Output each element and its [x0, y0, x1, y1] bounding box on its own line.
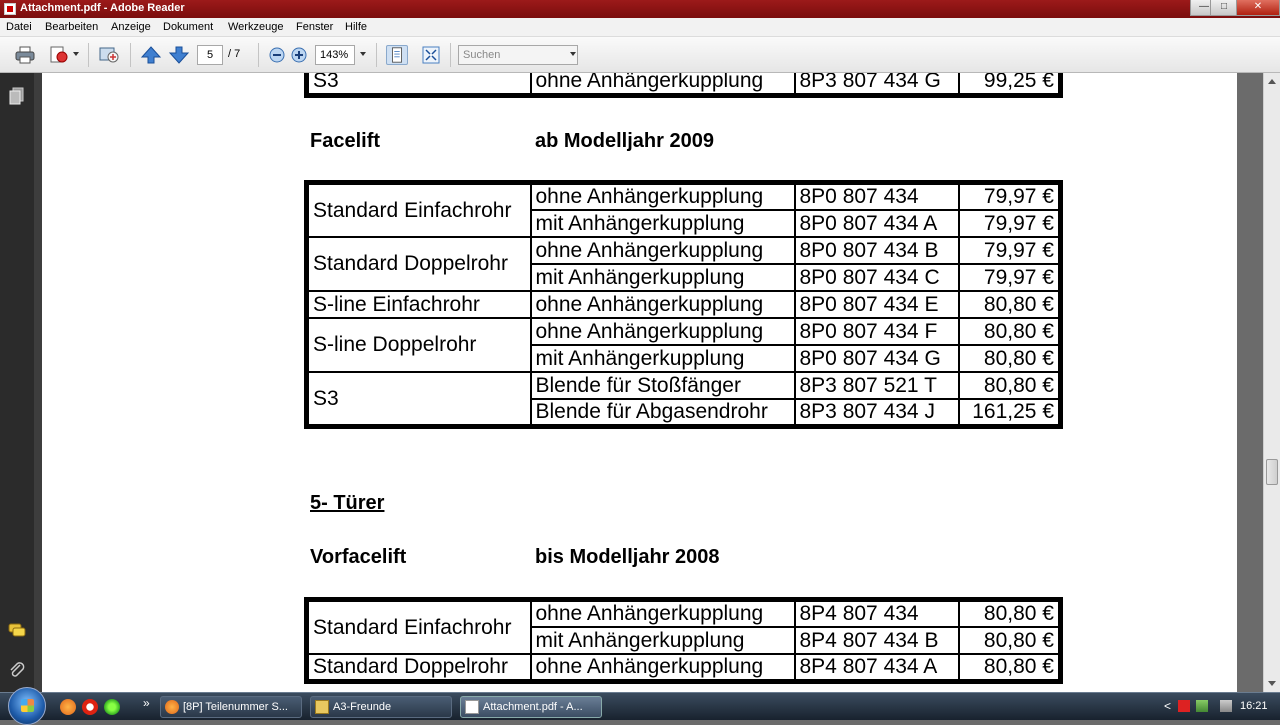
task-folder[interactable]	[310, 696, 452, 718]
paperclip-icon[interactable]	[8, 661, 26, 679]
menu-bearbeiten[interactable]: Bearbeiten	[45, 21, 99, 33]
table-cell: 79,97 €	[959, 210, 1061, 237]
scroll-up-arrow[interactable]	[1268, 79, 1276, 84]
adobe-reader-icon	[4, 3, 16, 15]
table-cell: Blende für Stoßfänger	[531, 372, 795, 399]
vorfacelift-period: bis Modelljahr 2008	[535, 546, 720, 568]
export-dropdown-arrow[interactable]	[73, 52, 79, 56]
scroll-thumb[interactable]	[1266, 459, 1278, 485]
table-cell: 8P0 807 434 A	[795, 210, 959, 237]
table-cell: 80,80 €	[959, 318, 1061, 345]
table-cell: 8P0 807 434 E	[795, 291, 959, 318]
table-cell: ohne Anhängerkupplung	[531, 237, 795, 264]
table-cell: 80,80 €	[959, 345, 1061, 372]
firefox-icon[interactable]	[60, 699, 76, 715]
taskbar	[0, 692, 1280, 720]
menu-anzeige[interactable]: Anzeige	[111, 21, 151, 33]
facelift-label: Facelift	[310, 130, 381, 152]
menu-fenster[interactable]: Fenster	[296, 21, 334, 33]
panel-divider[interactable]	[34, 73, 42, 692]
table-row	[307, 600, 1061, 628]
table-cell: ohne Anhängerkupplung	[531, 291, 795, 318]
table-cell: 8P4 807 434 A	[795, 654, 959, 682]
table-cell: 8P0 807 434	[795, 183, 959, 211]
table-row	[307, 318, 1061, 345]
toolbar-separator	[376, 43, 377, 67]
search-input[interactable]: Suchen	[458, 45, 578, 65]
menu-dokument[interactable]: Dokument	[163, 21, 214, 33]
table-cell: 80,80 €	[959, 372, 1061, 399]
table-cell: 8P0 807 434 B	[795, 237, 959, 264]
page-number-input[interactable]: 5	[197, 45, 223, 65]
export-icon[interactable]	[48, 45, 70, 65]
toolbar-separator	[130, 43, 131, 67]
table-cell: Standard Doppelrohr	[307, 654, 531, 682]
pages-icon[interactable]	[8, 87, 26, 105]
table-row	[307, 372, 1061, 399]
table-cell: S-line Einfachrohr	[307, 291, 531, 318]
table-cell: mit Anhängerkupplung	[531, 210, 795, 237]
navigation-panel	[0, 73, 34, 692]
table-cell: 80,80 €	[959, 600, 1061, 628]
previous-table	[304, 73, 1063, 98]
table-cell: S3	[307, 73, 531, 96]
toolbar-separator	[450, 43, 451, 67]
volume-icon[interactable]	[1220, 700, 1232, 712]
table-cell: S-line Doppelrohr	[307, 318, 531, 372]
fit-page-icon[interactable]	[386, 45, 408, 65]
table-row	[307, 73, 1061, 96]
task-firefox[interactable]	[160, 696, 302, 718]
table-cell: 8P0 807 434 G	[795, 345, 959, 372]
title-bar	[0, 0, 1280, 18]
table-cell: 8P0 807 434 C	[795, 264, 959, 291]
menu-hilfe[interactable]: Hilfe	[345, 21, 368, 33]
pdf-page	[42, 73, 1237, 692]
table-cell: 80,80 €	[959, 291, 1061, 318]
printer-icon[interactable]	[14, 45, 36, 65]
facelift-period: ab Modelljahr 2009	[535, 130, 714, 152]
table-cell: S3	[307, 372, 531, 427]
network-icon[interactable]	[1196, 700, 1208, 712]
system-clock[interactable]: 16:21	[1240, 700, 1268, 712]
firefox-icon	[165, 700, 179, 714]
table-cell: Blende für Abgasendrohr	[531, 399, 795, 427]
vertical-scrollbar[interactable]	[1263, 73, 1280, 692]
table-cell: Standard Einfachrohr	[307, 600, 531, 655]
toolbar	[0, 37, 1280, 73]
table-cell: 161,25 €	[959, 399, 1061, 427]
menu-werkzeuge[interactable]: Werkzeuge	[228, 21, 284, 33]
start-button[interactable]	[8, 687, 46, 725]
vorfacelift-table	[304, 597, 1063, 684]
table-cell: 8P4 807 434 B	[795, 627, 959, 654]
menu-datei[interactable]: Datei	[6, 21, 32, 33]
zoom-out-icon[interactable]	[266, 45, 288, 65]
minimize-button[interactable]: —	[1190, 0, 1218, 16]
share-icon[interactable]	[98, 45, 120, 65]
table-cell: Standard Doppelrohr	[307, 237, 531, 291]
comments-icon[interactable]	[8, 621, 26, 639]
table-cell: 79,97 €	[959, 237, 1061, 264]
opera-icon[interactable]	[82, 699, 98, 715]
table-cell: mit Anhängerkupplung	[531, 264, 795, 291]
zoom-level-input[interactable]: 143%	[315, 45, 355, 65]
table-cell: 79,97 €	[959, 183, 1061, 211]
table-row	[307, 183, 1061, 211]
toolbar-separator	[258, 43, 259, 67]
table-cell: 8P3 807 521 T	[795, 372, 959, 399]
table-cell: 79,97 €	[959, 264, 1061, 291]
adobe-update-icon[interactable]	[1178, 700, 1190, 712]
table-row	[307, 291, 1061, 318]
facelift-table	[304, 180, 1063, 429]
table-row	[307, 237, 1061, 264]
adobe-reader-icon	[465, 700, 479, 714]
task-adobe-reader[interactable]	[460, 696, 602, 718]
quicklaunch-more[interactable]: »	[143, 696, 150, 710]
section-title: 5- Türer	[310, 492, 385, 514]
table-cell: 80,80 €	[959, 654, 1061, 682]
table-cell: 80,80 €	[959, 627, 1061, 654]
zoom-dropdown-arrow[interactable]	[360, 52, 366, 56]
table-cell: Standard Einfachrohr	[307, 183, 531, 238]
arrow-up-icon[interactable]	[140, 45, 162, 65]
maximize-button[interactable]: □	[1210, 0, 1238, 16]
toolbar-separator	[88, 43, 89, 67]
window-title: Attachment.pdf - Adobe Reader	[20, 2, 185, 14]
table-cell: 99,25 €	[959, 73, 1061, 96]
table-cell: ohne Anhängerkupplung	[531, 183, 795, 211]
table-cell: 8P3 807 434 J	[795, 399, 959, 427]
search-dropdown-arrow[interactable]	[570, 52, 576, 56]
document-area[interactable]	[42, 73, 1263, 692]
close-button[interactable]: ✕	[1236, 0, 1280, 16]
vorfacelift-label: Vorfacelift	[310, 546, 407, 568]
icq-icon[interactable]	[104, 699, 120, 715]
task-label: [8P] Teilenummer S...	[183, 701, 288, 713]
table-cell: 8P4 807 434	[795, 600, 959, 628]
table-cell: mit Anhängerkupplung	[531, 345, 795, 372]
table-cell: ohne Anhängerkupplung	[531, 73, 795, 96]
scroll-down-arrow[interactable]	[1268, 681, 1276, 686]
folder-icon	[315, 700, 329, 714]
table-row	[307, 654, 1061, 682]
tray-expand-chevron[interactable]: <	[1164, 699, 1172, 713]
zoom-in-icon[interactable]	[288, 45, 310, 65]
table-cell: ohne Anhängerkupplung	[531, 318, 795, 345]
table-cell: ohne Anhängerkupplung	[531, 600, 795, 628]
table-cell: mit Anhängerkupplung	[531, 627, 795, 654]
task-label: A3-Freunde	[333, 701, 392, 713]
arrow-down-icon[interactable]	[168, 45, 190, 65]
table-cell: 8P3 807 434 G	[795, 73, 959, 96]
page-total: / 7	[228, 48, 241, 60]
task-label: Attachment.pdf - A...	[483, 701, 583, 713]
table-cell: ohne Anhängerkupplung	[531, 654, 795, 682]
fullscreen-icon[interactable]	[420, 45, 442, 65]
menu-bar	[0, 18, 1280, 37]
table-cell: 8P0 807 434 F	[795, 318, 959, 345]
